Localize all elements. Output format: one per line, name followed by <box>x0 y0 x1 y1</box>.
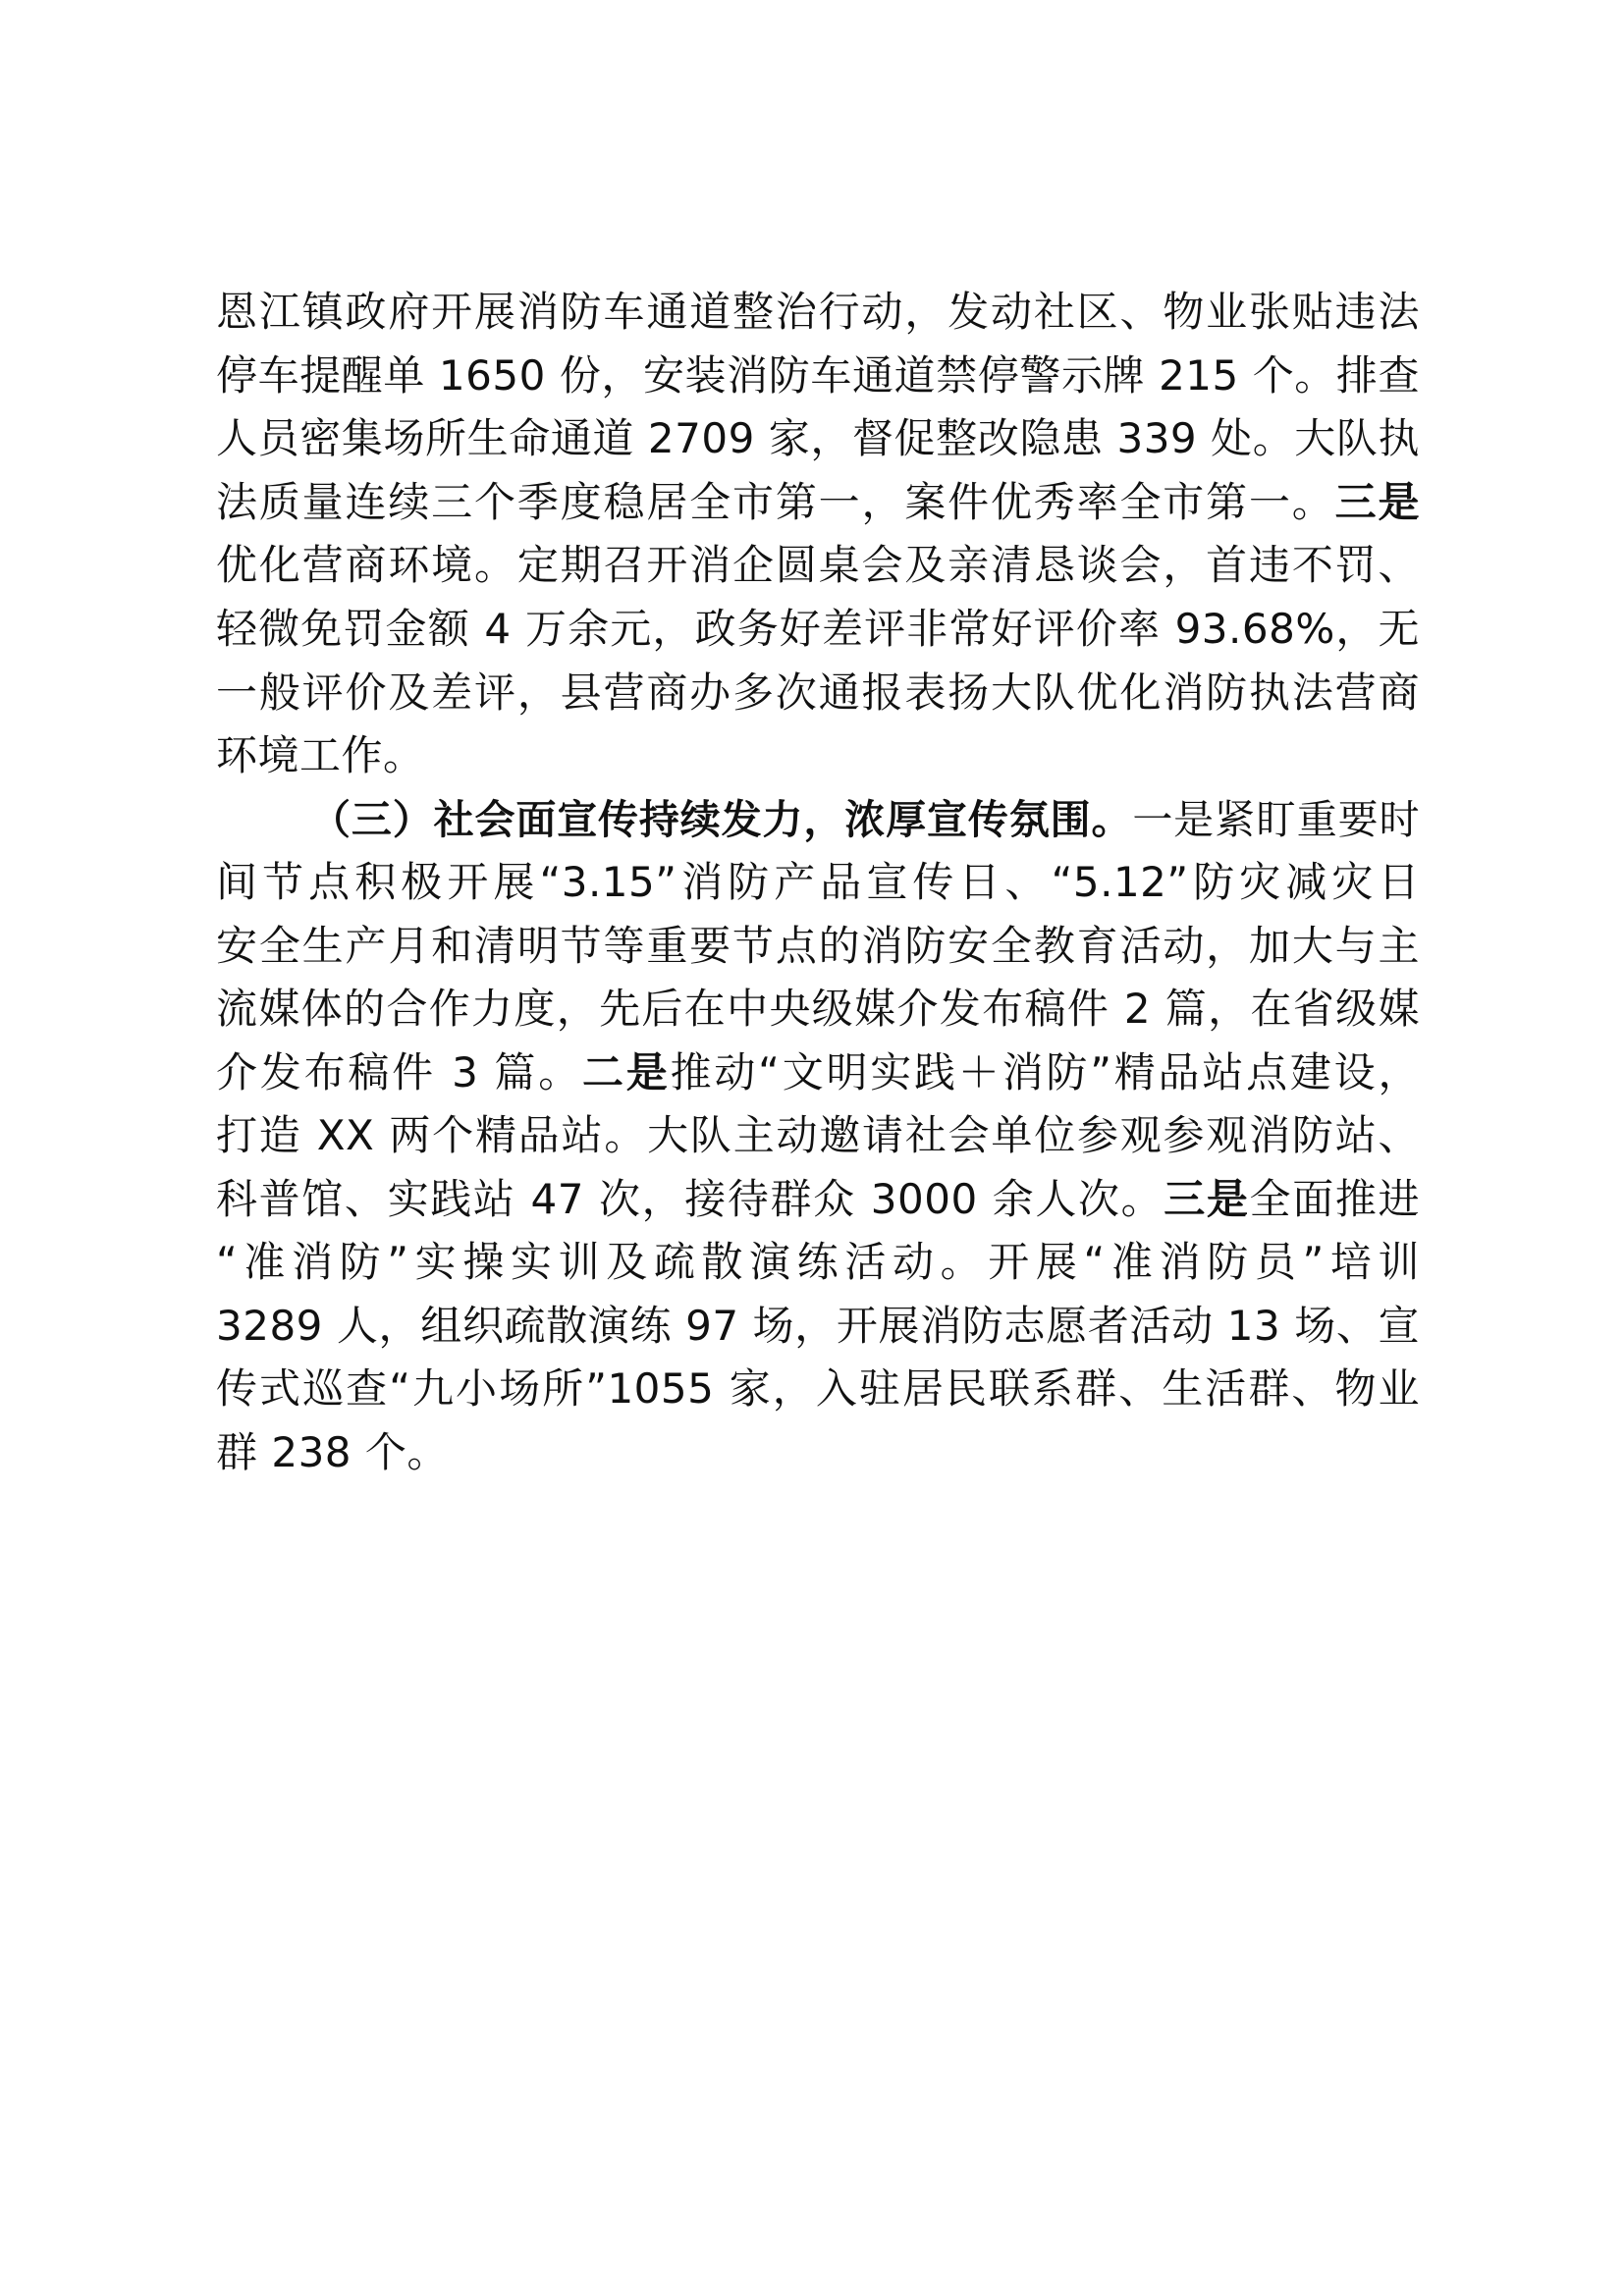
text-run: 恩江镇政府开展消防车通道整治行动，发动社区、物业张贴违法 <box>216 288 1420 336</box>
text-run: 打造 XX 两个精品站。大队主动邀请社会单位参观参观消防站、 <box>216 1111 1420 1159</box>
bold-text-run: 三是 <box>1164 1175 1250 1223</box>
paragraph-line <box>216 284 1420 341</box>
text-run: 停车提醒单 1650 份，安装消防车通道禁停警示牌 215 个。排查 <box>216 351 1420 400</box>
text-run: 环境工作。 <box>216 731 425 779</box>
paragraph-line <box>216 665 1420 721</box>
paragraph-line <box>216 1424 1420 1481</box>
text-run: 介发布稿件 3 篇。 <box>216 1048 582 1096</box>
text-run: 流媒体的合作力度，先后在中央级媒介发布稿件 2 篇，在省级媒 <box>216 985 1420 1033</box>
paragraph-line <box>216 537 1420 594</box>
text-run: “准消防”实操实训及疏散演练活动。开展“准消防员”培训 <box>216 1238 1420 1286</box>
text-run: 群 238 个。 <box>216 1428 449 1476</box>
paragraph-line <box>216 1107 1420 1164</box>
text-run: 3289 人，组织疏散演练 97 场，开展消防志愿者活动 13 场、宣 <box>216 1302 1420 1350</box>
text-run: 法质量连续三个季度稳居全市第一，案件优秀率全市第一。 <box>216 478 1335 526</box>
section-heading-line <box>310 791 1420 848</box>
text-run: 人员密集场所生命通道 2709 家，督促整改隐患 339 处。大队执 <box>216 414 1420 462</box>
text-run: 科普馆、实践站 47 次，接待群众 3000 余人次。 <box>216 1175 1164 1223</box>
section-heading: （三）社会面宣传持续发力，浓厚宣传氛围。 <box>310 796 1133 843</box>
paragraph-line <box>216 347 1420 404</box>
paragraph-line <box>216 474 1420 531</box>
text-run: 推动“文明实践＋消防”精品站点建设， <box>670 1048 1420 1096</box>
paragraph-line <box>216 1361 1420 1417</box>
paragraph-line <box>216 1044 1420 1101</box>
text-run: 间节点积极开展“3.15”消防产品宣传日、“5.12”防灾减灾日 <box>216 858 1420 906</box>
bold-text-run: 三是 <box>1334 478 1420 526</box>
text-run: 一般评价及差评，县营商办多次通报表扬大队优化消防执法营商 <box>216 668 1420 717</box>
paragraph-line <box>216 981 1420 1038</box>
text-run: 优化营商环境。定期召开消企圆桌会及亲清恳谈会，首违不罚、 <box>216 541 1420 589</box>
bold-text-run: 二是 <box>582 1048 671 1096</box>
text-run: 一是紧盯重要时 <box>1132 796 1421 843</box>
text-run: 安全生产月和清明节等重要节点的消防安全教育活动，加大与主 <box>216 922 1420 970</box>
text-run: 轻微免罚金额 4 万余元，政务好差评非常好评价率 93.68%，无 <box>216 605 1420 653</box>
paragraph-line <box>216 918 1420 975</box>
paragraph-line <box>216 1298 1420 1355</box>
paragraph-line <box>216 410 1420 467</box>
paragraph-line <box>216 601 1420 658</box>
text-run: 传式巡查“九小场所”1055 家，入驻居民联系群、生活群、物业 <box>216 1364 1420 1413</box>
paragraph-line <box>216 854 1420 911</box>
paragraph-line <box>216 1171 1420 1228</box>
paragraph-line <box>216 1234 1420 1291</box>
text-run: 全面推进 <box>1249 1175 1420 1223</box>
paragraph-line <box>216 727 1420 784</box>
